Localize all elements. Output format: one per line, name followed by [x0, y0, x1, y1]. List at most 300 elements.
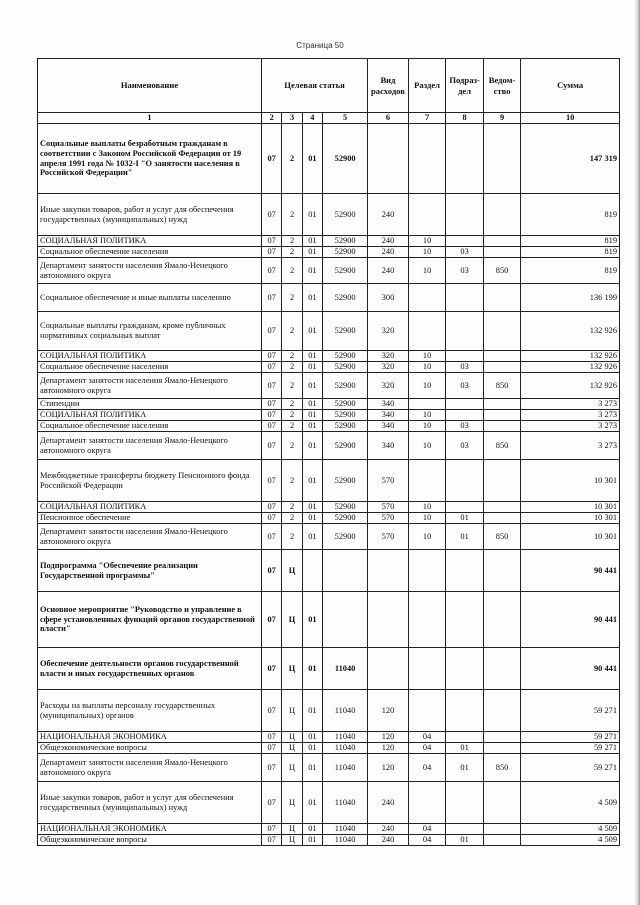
code-event: 01	[302, 236, 322, 247]
code-event: 01	[302, 732, 322, 743]
amount: 147 319	[521, 124, 620, 194]
code-event: 01	[302, 410, 322, 421]
amount: 90 441	[521, 592, 620, 648]
header-summa: Сумма	[521, 59, 620, 113]
code-direction: 11040	[323, 743, 368, 754]
amount: 3 273	[521, 410, 620, 421]
code-program: 07	[262, 236, 282, 247]
code-event	[302, 550, 322, 592]
row-name: Основное мероприятие "Руководство и управление в сфере установленных функций органов государственной власти"	[38, 592, 262, 648]
code-program: 07	[262, 648, 282, 690]
expense-type: 240	[368, 194, 409, 236]
section: 10	[408, 410, 446, 421]
table-row	[38, 502, 620, 513]
section: 10	[408, 524, 446, 550]
expense-type: 120	[368, 732, 409, 743]
section: 10	[408, 513, 446, 524]
section: 04	[408, 835, 446, 846]
department-code: 850	[483, 754, 521, 782]
code-event: 01	[302, 124, 322, 194]
table-row	[38, 362, 620, 373]
expense-type	[368, 648, 409, 690]
expense-type: 570	[368, 513, 409, 524]
code-program: 07	[262, 460, 282, 502]
code-direction: 52900	[323, 284, 368, 312]
department-code: 850	[483, 432, 521, 460]
amount: 3 273	[521, 432, 620, 460]
amount: 59 271	[521, 754, 620, 782]
section: 10	[408, 351, 446, 362]
row-name: Иные закупки товаров, работ и услуг для обеспечения государственных (муниципальных) нужд	[38, 782, 262, 824]
code-event: 01	[302, 524, 322, 550]
code-subprogram: Ц	[282, 782, 302, 824]
code-subprogram: 2	[282, 284, 302, 312]
code-subprogram: 2	[282, 362, 302, 373]
code-event: 01	[302, 284, 322, 312]
row-name: Социальные выплаты безработным гражданам в соответствии с Законом Российской Федерации от 19 апреля 1991 года № 1032-I "О занятости населения в Российской Федерации"	[38, 124, 262, 194]
amount: 10 301	[521, 513, 620, 524]
code-subprogram: 2	[282, 351, 302, 362]
code-subprogram: 2	[282, 524, 302, 550]
table-row	[38, 432, 620, 460]
table-row	[38, 373, 620, 399]
code-program: 07	[262, 421, 282, 432]
amount: 59 271	[521, 732, 620, 743]
table-row	[38, 258, 620, 284]
table-row	[38, 247, 620, 258]
page-label: Страница 50	[296, 41, 344, 50]
code-direction: 52900	[323, 373, 368, 399]
subsection	[446, 312, 484, 351]
code-direction: 52900	[323, 421, 368, 432]
amount: 59 271	[521, 690, 620, 732]
code-program: 07	[262, 194, 282, 236]
code-subprogram: 2	[282, 124, 302, 194]
code-subprogram: 2	[282, 399, 302, 410]
row-name: Социальное обеспечение населения	[38, 362, 262, 373]
section	[408, 399, 446, 410]
subsection	[446, 782, 484, 824]
amount: 59 271	[521, 743, 620, 754]
scan-edge	[634, 0, 640, 905]
code-event: 01	[302, 258, 322, 284]
amount: 90 441	[521, 550, 620, 592]
code-direction	[323, 592, 368, 648]
section	[408, 782, 446, 824]
expense-type: 240	[368, 258, 409, 284]
code-event: 01	[302, 754, 322, 782]
department-code	[483, 194, 521, 236]
section	[408, 194, 446, 236]
code-program: 07	[262, 550, 282, 592]
subsection: 03	[446, 258, 484, 284]
department-code	[483, 460, 521, 502]
section: 04	[408, 732, 446, 743]
expense-type	[368, 124, 409, 194]
code-event: 01	[302, 373, 322, 399]
expense-type: 340	[368, 421, 409, 432]
department-code	[483, 124, 521, 194]
code-direction: 52900	[323, 312, 368, 351]
table-row	[38, 743, 620, 754]
subsection: 01	[446, 513, 484, 524]
subsection	[446, 732, 484, 743]
expense-type: 120	[368, 754, 409, 782]
header-row	[38, 59, 620, 113]
amount: 4 509	[521, 835, 620, 846]
department-code	[483, 592, 521, 648]
code-event: 01	[302, 247, 322, 258]
amount: 10 301	[521, 460, 620, 502]
amount: 132 926	[521, 351, 620, 362]
section: 10	[408, 502, 446, 513]
code-program: 07	[262, 362, 282, 373]
row-name: НАЦИОНАЛЬНАЯ ЭКОНОМИКА	[38, 824, 262, 835]
amount: 819	[521, 236, 620, 247]
code-program: 07	[262, 743, 282, 754]
department-code	[483, 550, 521, 592]
amount: 819	[521, 194, 620, 236]
section: 10	[408, 373, 446, 399]
department-code	[483, 502, 521, 513]
code-direction: 52900	[323, 351, 368, 362]
row-name: Пенсионное обеспечение	[38, 513, 262, 524]
table-row	[38, 399, 620, 410]
section	[408, 648, 446, 690]
code-direction: 52900	[323, 247, 368, 258]
row-name: Департамент занятости населения Ямало-Ненецкого автономного округа	[38, 432, 262, 460]
amount: 3 273	[521, 421, 620, 432]
section: 10	[408, 236, 446, 247]
expense-type: 570	[368, 460, 409, 502]
code-subprogram: 2	[282, 410, 302, 421]
table-row	[38, 592, 620, 648]
row-name: Общеэкономические вопросы	[38, 835, 262, 846]
department-code	[483, 236, 521, 247]
code-program: 07	[262, 351, 282, 362]
department-code	[483, 513, 521, 524]
col-number: 10	[521, 113, 620, 124]
code-subprogram: 2	[282, 247, 302, 258]
code-event: 01	[302, 432, 322, 460]
table-row	[38, 732, 620, 743]
code-program: 07	[262, 732, 282, 743]
code-subprogram: Ц	[282, 824, 302, 835]
code-event: 01	[302, 835, 322, 846]
code-direction	[323, 550, 368, 592]
code-direction: 52900	[323, 410, 368, 421]
code-direction: 52900	[323, 524, 368, 550]
expense-type: 320	[368, 362, 409, 373]
table-row	[38, 312, 620, 351]
code-subprogram: Ц	[282, 754, 302, 782]
code-subprogram: Ц	[282, 732, 302, 743]
row-name: Подпрограмма "Обеспечение реализации Государственной программы"	[38, 550, 262, 592]
code-subprogram: 2	[282, 421, 302, 432]
table-row	[38, 421, 620, 432]
subsection	[446, 550, 484, 592]
row-name: Департамент занятости населения Ямало-Ненецкого автономного округа	[38, 524, 262, 550]
department-code	[483, 782, 521, 824]
section: 10	[408, 421, 446, 432]
code-event: 01	[302, 194, 322, 236]
code-direction: 52900	[323, 432, 368, 460]
code-event: 01	[302, 513, 322, 524]
row-name: СОЦИАЛЬНАЯ ПОЛИТИКА	[38, 236, 262, 247]
code-event: 01	[302, 399, 322, 410]
code-direction: 52900	[323, 258, 368, 284]
header-vid: Вид расходов	[368, 59, 409, 113]
code-event: 01	[302, 312, 322, 351]
row-name: Департамент занятости населения Ямало-Ненецкого автономного округа	[38, 754, 262, 782]
table-row	[38, 194, 620, 236]
department-code	[483, 690, 521, 732]
department-code	[483, 284, 521, 312]
department-code	[483, 410, 521, 421]
department-code	[483, 732, 521, 743]
code-program: 07	[262, 513, 282, 524]
table-row	[38, 648, 620, 690]
table-row	[38, 410, 620, 421]
code-subprogram: Ц	[282, 592, 302, 648]
subsection	[446, 690, 484, 732]
expense-type: 320	[368, 312, 409, 351]
code-event: 01	[302, 824, 322, 835]
section	[408, 550, 446, 592]
department-code	[483, 421, 521, 432]
code-direction: 52900	[323, 502, 368, 513]
subsection: 01	[446, 835, 484, 846]
table-body	[38, 124, 620, 846]
row-name: СОЦИАЛЬНАЯ ПОЛИТИКА	[38, 410, 262, 421]
expense-type: 240	[368, 247, 409, 258]
code-direction: 11040	[323, 835, 368, 846]
code-subprogram: 2	[282, 432, 302, 460]
code-program: 07	[262, 258, 282, 284]
amount: 10 301	[521, 524, 620, 550]
row-name: СОЦИАЛЬНАЯ ПОЛИТИКА	[38, 502, 262, 513]
amount: 10 301	[521, 502, 620, 513]
table-row	[38, 124, 620, 194]
expense-type: 340	[368, 410, 409, 421]
section	[408, 460, 446, 502]
code-event: 01	[302, 592, 322, 648]
code-direction: 52900	[323, 236, 368, 247]
table-row	[38, 284, 620, 312]
department-code	[483, 399, 521, 410]
department-code	[483, 835, 521, 846]
col-number: 1	[38, 113, 262, 124]
table-row	[38, 550, 620, 592]
table-row	[38, 824, 620, 835]
expense-type: 120	[368, 743, 409, 754]
expense-type: 570	[368, 502, 409, 513]
header-name: Наименование	[38, 59, 262, 113]
amount: 819	[521, 247, 620, 258]
col-number: 3	[282, 113, 302, 124]
code-program: 07	[262, 824, 282, 835]
expense-type: 240	[368, 782, 409, 824]
section: 10	[408, 247, 446, 258]
code-program: 07	[262, 754, 282, 782]
code-program: 07	[262, 782, 282, 824]
expense-type: 320	[368, 351, 409, 362]
department-code: 850	[483, 258, 521, 284]
code-subprogram: 2	[282, 258, 302, 284]
section: 10	[408, 362, 446, 373]
amount: 4 509	[521, 824, 620, 835]
department-code: 850	[483, 373, 521, 399]
code-event: 01	[302, 690, 322, 732]
code-direction: 11040	[323, 824, 368, 835]
amount: 136 199	[521, 284, 620, 312]
department-code	[483, 351, 521, 362]
code-event: 01	[302, 648, 322, 690]
code-program: 07	[262, 399, 282, 410]
subsection	[446, 648, 484, 690]
col-number: 8	[446, 113, 484, 124]
amount: 4 509	[521, 782, 620, 824]
col-number: 6	[368, 113, 409, 124]
expense-type: 240	[368, 835, 409, 846]
code-event: 01	[302, 362, 322, 373]
expense-type: 340	[368, 399, 409, 410]
subsection: 03	[446, 247, 484, 258]
amount: 3 273	[521, 399, 620, 410]
row-name: Расходы на выплаты персоналу государственных (муниципальных) органов	[38, 690, 262, 732]
table-row	[38, 524, 620, 550]
code-direction: 52900	[323, 513, 368, 524]
subsection	[446, 124, 484, 194]
subsection: 01	[446, 754, 484, 782]
amount: 90 441	[521, 648, 620, 690]
code-subprogram: Ц	[282, 743, 302, 754]
col-number: 5	[323, 113, 368, 124]
department-code	[483, 648, 521, 690]
department-code	[483, 312, 521, 351]
row-name: Департамент занятости населения Ямало-Ненецкого автономного округа	[38, 258, 262, 284]
amount: 132 926	[521, 312, 620, 351]
col-number: 2	[262, 113, 282, 124]
expense-type: 340	[368, 432, 409, 460]
code-program: 07	[262, 524, 282, 550]
code-program: 07	[262, 690, 282, 732]
expense-type: 300	[368, 284, 409, 312]
code-event: 01	[302, 460, 322, 502]
row-name: Общеэкономические вопросы	[38, 743, 262, 754]
section	[408, 690, 446, 732]
section	[408, 284, 446, 312]
code-event: 01	[302, 782, 322, 824]
code-subprogram: 2	[282, 460, 302, 502]
subsection: 03	[446, 432, 484, 460]
code-program: 07	[262, 502, 282, 513]
subsection	[446, 824, 484, 835]
subsection: 03	[446, 421, 484, 432]
code-program: 07	[262, 592, 282, 648]
code-direction: 11040	[323, 782, 368, 824]
row-name: Иные закупки товаров, работ и услуг для обеспечения государственных (муниципальных) нужд	[38, 194, 262, 236]
row-name: Межбюджетные трансферты бюджету Пенсионного фонда Российской Федерации	[38, 460, 262, 502]
code-event: 01	[302, 743, 322, 754]
code-direction: 52900	[323, 460, 368, 502]
code-program: 07	[262, 373, 282, 399]
expense-type	[368, 550, 409, 592]
expense-type: 320	[368, 373, 409, 399]
table-row	[38, 690, 620, 732]
amount: 132 926	[521, 362, 620, 373]
code-direction: 11040	[323, 648, 368, 690]
code-subprogram: Ц	[282, 550, 302, 592]
amount: 819	[521, 258, 620, 284]
section	[408, 312, 446, 351]
subsection: 03	[446, 373, 484, 399]
header-podrazdel: Подраз-дел	[446, 59, 484, 113]
row-name: НАЦИОНАЛЬНАЯ ЭКОНОМИКА	[38, 732, 262, 743]
header-razdel: Раздел	[408, 59, 446, 113]
code-subprogram: Ц	[282, 648, 302, 690]
code-subprogram: 2	[282, 236, 302, 247]
expense-type	[368, 592, 409, 648]
code-direction: 11040	[323, 754, 368, 782]
subsection: 03	[446, 362, 484, 373]
table-row	[38, 351, 620, 362]
subsection: 01	[446, 743, 484, 754]
col-number: 7	[408, 113, 446, 124]
column-number-row	[38, 113, 620, 124]
row-name: Стипендии	[38, 399, 262, 410]
section: 10	[408, 432, 446, 460]
header-vedomstvo: Ведом-ство	[483, 59, 521, 113]
code-event: 01	[302, 502, 322, 513]
expense-type: 570	[368, 524, 409, 550]
code-program: 07	[262, 410, 282, 421]
code-subprogram: Ц	[282, 835, 302, 846]
code-direction: 52900	[323, 362, 368, 373]
code-program: 07	[262, 835, 282, 846]
subsection	[446, 399, 484, 410]
code-direction: 52900	[323, 399, 368, 410]
budget-table	[37, 58, 620, 846]
code-subprogram: 2	[282, 194, 302, 236]
section: 04	[408, 754, 446, 782]
subsection	[446, 592, 484, 648]
code-subprogram: 2	[282, 513, 302, 524]
code-direction: 52900	[323, 124, 368, 194]
expense-type: 240	[368, 824, 409, 835]
row-name: Департамент занятости населения Ямало-Ненецкого автономного округа	[38, 373, 262, 399]
row-name: Социальное обеспечение населения	[38, 421, 262, 432]
table-row	[38, 460, 620, 502]
row-name: Социальные выплаты гражданам, кроме публичных нормативных социальных выплат	[38, 312, 262, 351]
code-event: 01	[302, 351, 322, 362]
table-row	[38, 513, 620, 524]
amount: 132 926	[521, 373, 620, 399]
subsection	[446, 460, 484, 502]
expense-type: 120	[368, 690, 409, 732]
table-row	[38, 754, 620, 782]
header-target: Целевая статья	[262, 59, 368, 113]
subsection	[446, 410, 484, 421]
code-program: 07	[262, 312, 282, 351]
table-row	[38, 835, 620, 846]
code-subprogram: 2	[282, 312, 302, 351]
department-code	[483, 824, 521, 835]
section: 10	[408, 258, 446, 284]
subsection	[446, 194, 484, 236]
code-program: 07	[262, 124, 282, 194]
subsection: 01	[446, 524, 484, 550]
